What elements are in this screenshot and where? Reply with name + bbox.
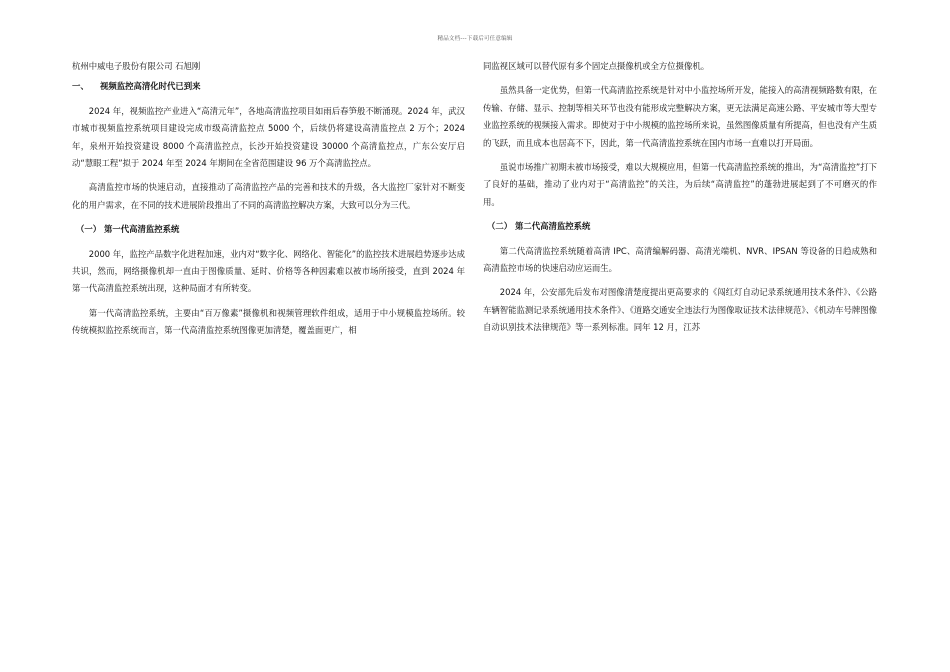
paragraph: 2000 年，监控产品数字化进程加速，业内对“数字化、网络化、智能化”的监控技术进展趋势逐步达成共识，然而，网络摄像机却一直由于图像质量、延时、价格等各种因素难以被市场所接受，直到 2024 年第一代高清监控系统出现，这种局面才有所转变。 [72,248,465,294]
paragraph: 第二代高清监控系统随着高清 IPC、高清编解码器、高清光端机、NVR、IPSAN 等设备的日趋成熟和高清监控市场的快速启动应运而生。 [483,245,877,274]
paragraph: 同监视区域可以替代原有多个固定点摄像机或全方位摄像机。 [483,61,710,71]
paragraph: 第一代高清监控系统，主要由“百万像素”摄像机和视频管理软件组成，适用于中小规模监控场所。较传统模拟监控系统而言，第一代高清监控系统图像更加清楚，覆盖面更广，相 [72,307,465,336]
right-column [483,58,877,344]
page-header-watermark: 精品文档---下载后可任意编辑 [437,36,513,42]
author-line: 杭州中威电子股份有限公司 石旭刚 [72,61,201,71]
paragraph: 虽说市场推广初期未被市场接受，难以大规模应用，但第一代高清监控系统的推出，为“高清监控”打下了良好的基础，推动了业内对于“高清监控”的关注，为后续“高清监控”的蓬勃进展起到了不可磨灭的作用。 [483,162,877,207]
paragraph: 2024 年，公安部先后发布对图像清楚度提出更高要求的《闯红灯自动记录系统通用技术条件》、《公路车辆智能监测记录系统通用技术条件》、《道路交通安全违法行为图像取证技术法律规范》、《机动车号牌图像自动识别技术法律规范》等一系列标准。同年 12 月，江苏 [483,287,877,333]
paragraph: 2024 年，视频监控产业进入“高清元年”，各地高清监控项目如雨后春笋般不断涌现。2024 年，武汉市城市视频监控系统项目建设完成市级高清监控点 5000 个，后续仍将建设高清监控点 2 万个；2024 年，泉州开始投资建设 8000 个高清监控点，长沙开始投资建设 30000 个高清监控点，广东公安厅启动“慧眼工程”拟于 2024 年至 2024 年期间在全省范围建设 96 万个高清监控点。 [72,105,465,169]
section-number: 一、 [72,81,89,92]
paragraph: 虽然具备一定优势，但第一代高清监控系统是针对中小监控场所开发，能接入的高清视频路数有限，在传输、存储、显示、控制等相关环节也没有能形成完整解决方案，更无法满足高速公路、平安城市等大型专业监控系统的视频接入需求。即使对于中小规模的监控场所来说，虽然图像质量有所提高，但也没有产生质的飞跃，而且成本也居高不下，因此，第一代高清监控系统在国内市场一直难以打开局面。 [483,85,877,148]
left-column [72,58,465,347]
section-heading-1 [72,78,465,95]
paragraph: 高清监控市场的快速启动，直接推动了高清监控产品的完善和技术的升级，各大监控厂家针对不断变化的用户需求，在不同的技术进展阶段推出了不同的高清监控解决方案，大致可以分为三代。 [72,182,465,210]
subsection-heading-1: （一） 第一代高清监控系统 [76,224,180,235]
subsection-heading-2: （二） 第二代高清监控系统 [487,221,591,232]
section-title: 视频监控高清化时代已到来 [100,81,201,92]
